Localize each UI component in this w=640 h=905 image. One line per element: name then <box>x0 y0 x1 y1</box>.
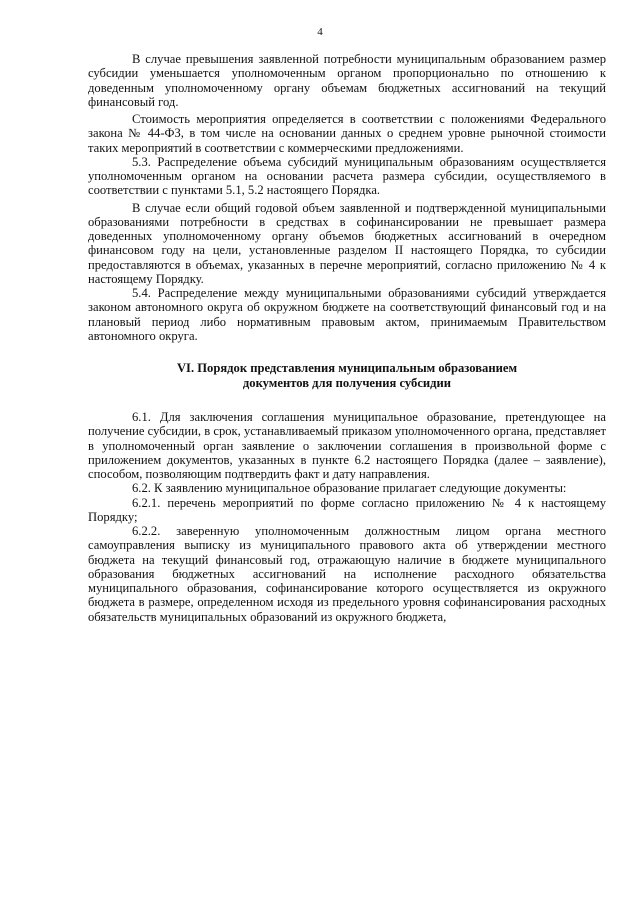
paragraph: 6.2.2. заверенную уполномоченным должностным лицом органа местного самоуправления выписку из муниципального правового акта об утверждении местного бюджета на текущий финансовый год, отражающую наличие в бюджете муниципального образования бюджетных ассигнований на исполнение расходного обязательства муниципального образования, софинансирование которого осуществляется из окружного бюджета в размере, определенном исходя из предельного уровня софинансирования расходных обязательств муниципальных образований из окружного бюджета, <box>88 524 606 624</box>
section-heading-line: VI. Порядок представления муниципальным образованием <box>176 361 518 375</box>
paragraph: 6.2.1. перечень мероприятий по форме согласно приложению № 4 к настоящему Порядку; <box>88 495 606 524</box>
paragraph: В случае если общий годовой объем заявленной и подтвержденной муниципальными образованиями потребности в средствах в софинансировании не превышает размера доведенных уполномоченному органу объемов бюджетных ассигнований в очередном финансовом году на цели, установленные разделом II настоящего Порядка, то субсидии предоставляются в объемах, указанных в перечне мероприятий, согласно приложению № 4 к настоящему Порядку. <box>88 200 606 286</box>
paragraph: 5.3. Распределение объема субсидий муниципальным образованиям осуществляется уполномоченным органом на основании расчета размера субсидии, осуществляемого в соответствии с пунктами 5.1, 5.2 настоящего Порядка. <box>88 154 606 198</box>
paragraph: 6.1. Для заключения соглашения муниципальное образование, претендующее на получение субсидии, в срок, устанавливаемый приказом уполномоченного органа, представляет в уполномоченный орган заявление о заключении соглашения в произвольной форме с приложением документов, указанных в пункте 6.2 настоящего Порядка (далее – заявление), способом, позволяющим подтвердить факт и дату направления. <box>88 410 606 481</box>
paragraph: 6.2. К заявлению муниципальное образование прилагает следующие документы: <box>132 481 567 496</box>
paragraph: 5.4. Распределение между муниципальными образованиями субсидий утверждается законом автономного округа об окружном бюджете на соответствующий финансовый год и на плановый период либо нормативным правовым актом, принимаемым Правительством автономного округа. <box>88 286 606 343</box>
paragraph: Стоимость мероприятия определяется в соответствии с положениями Федерального закона № 44-ФЗ, в том числе на основании данных о среднем уровне рыночной стоимости таких мероприятий в соответствии с коммерческими предложениями. <box>88 112 606 155</box>
section-heading <box>88 361 606 390</box>
section-heading-line: документов для получения субсидии <box>242 375 452 390</box>
page-number: 4 <box>317 26 323 38</box>
paragraph: В случае превышения заявленной потребности муниципальным образованием размер субсидии уменьшается уполномоченным органом пропорционально по отношению к доведенным уполномоченному органу объемам бюджетных ассигнований на текущий финансовый год. <box>88 52 606 109</box>
document-body <box>88 52 606 624</box>
